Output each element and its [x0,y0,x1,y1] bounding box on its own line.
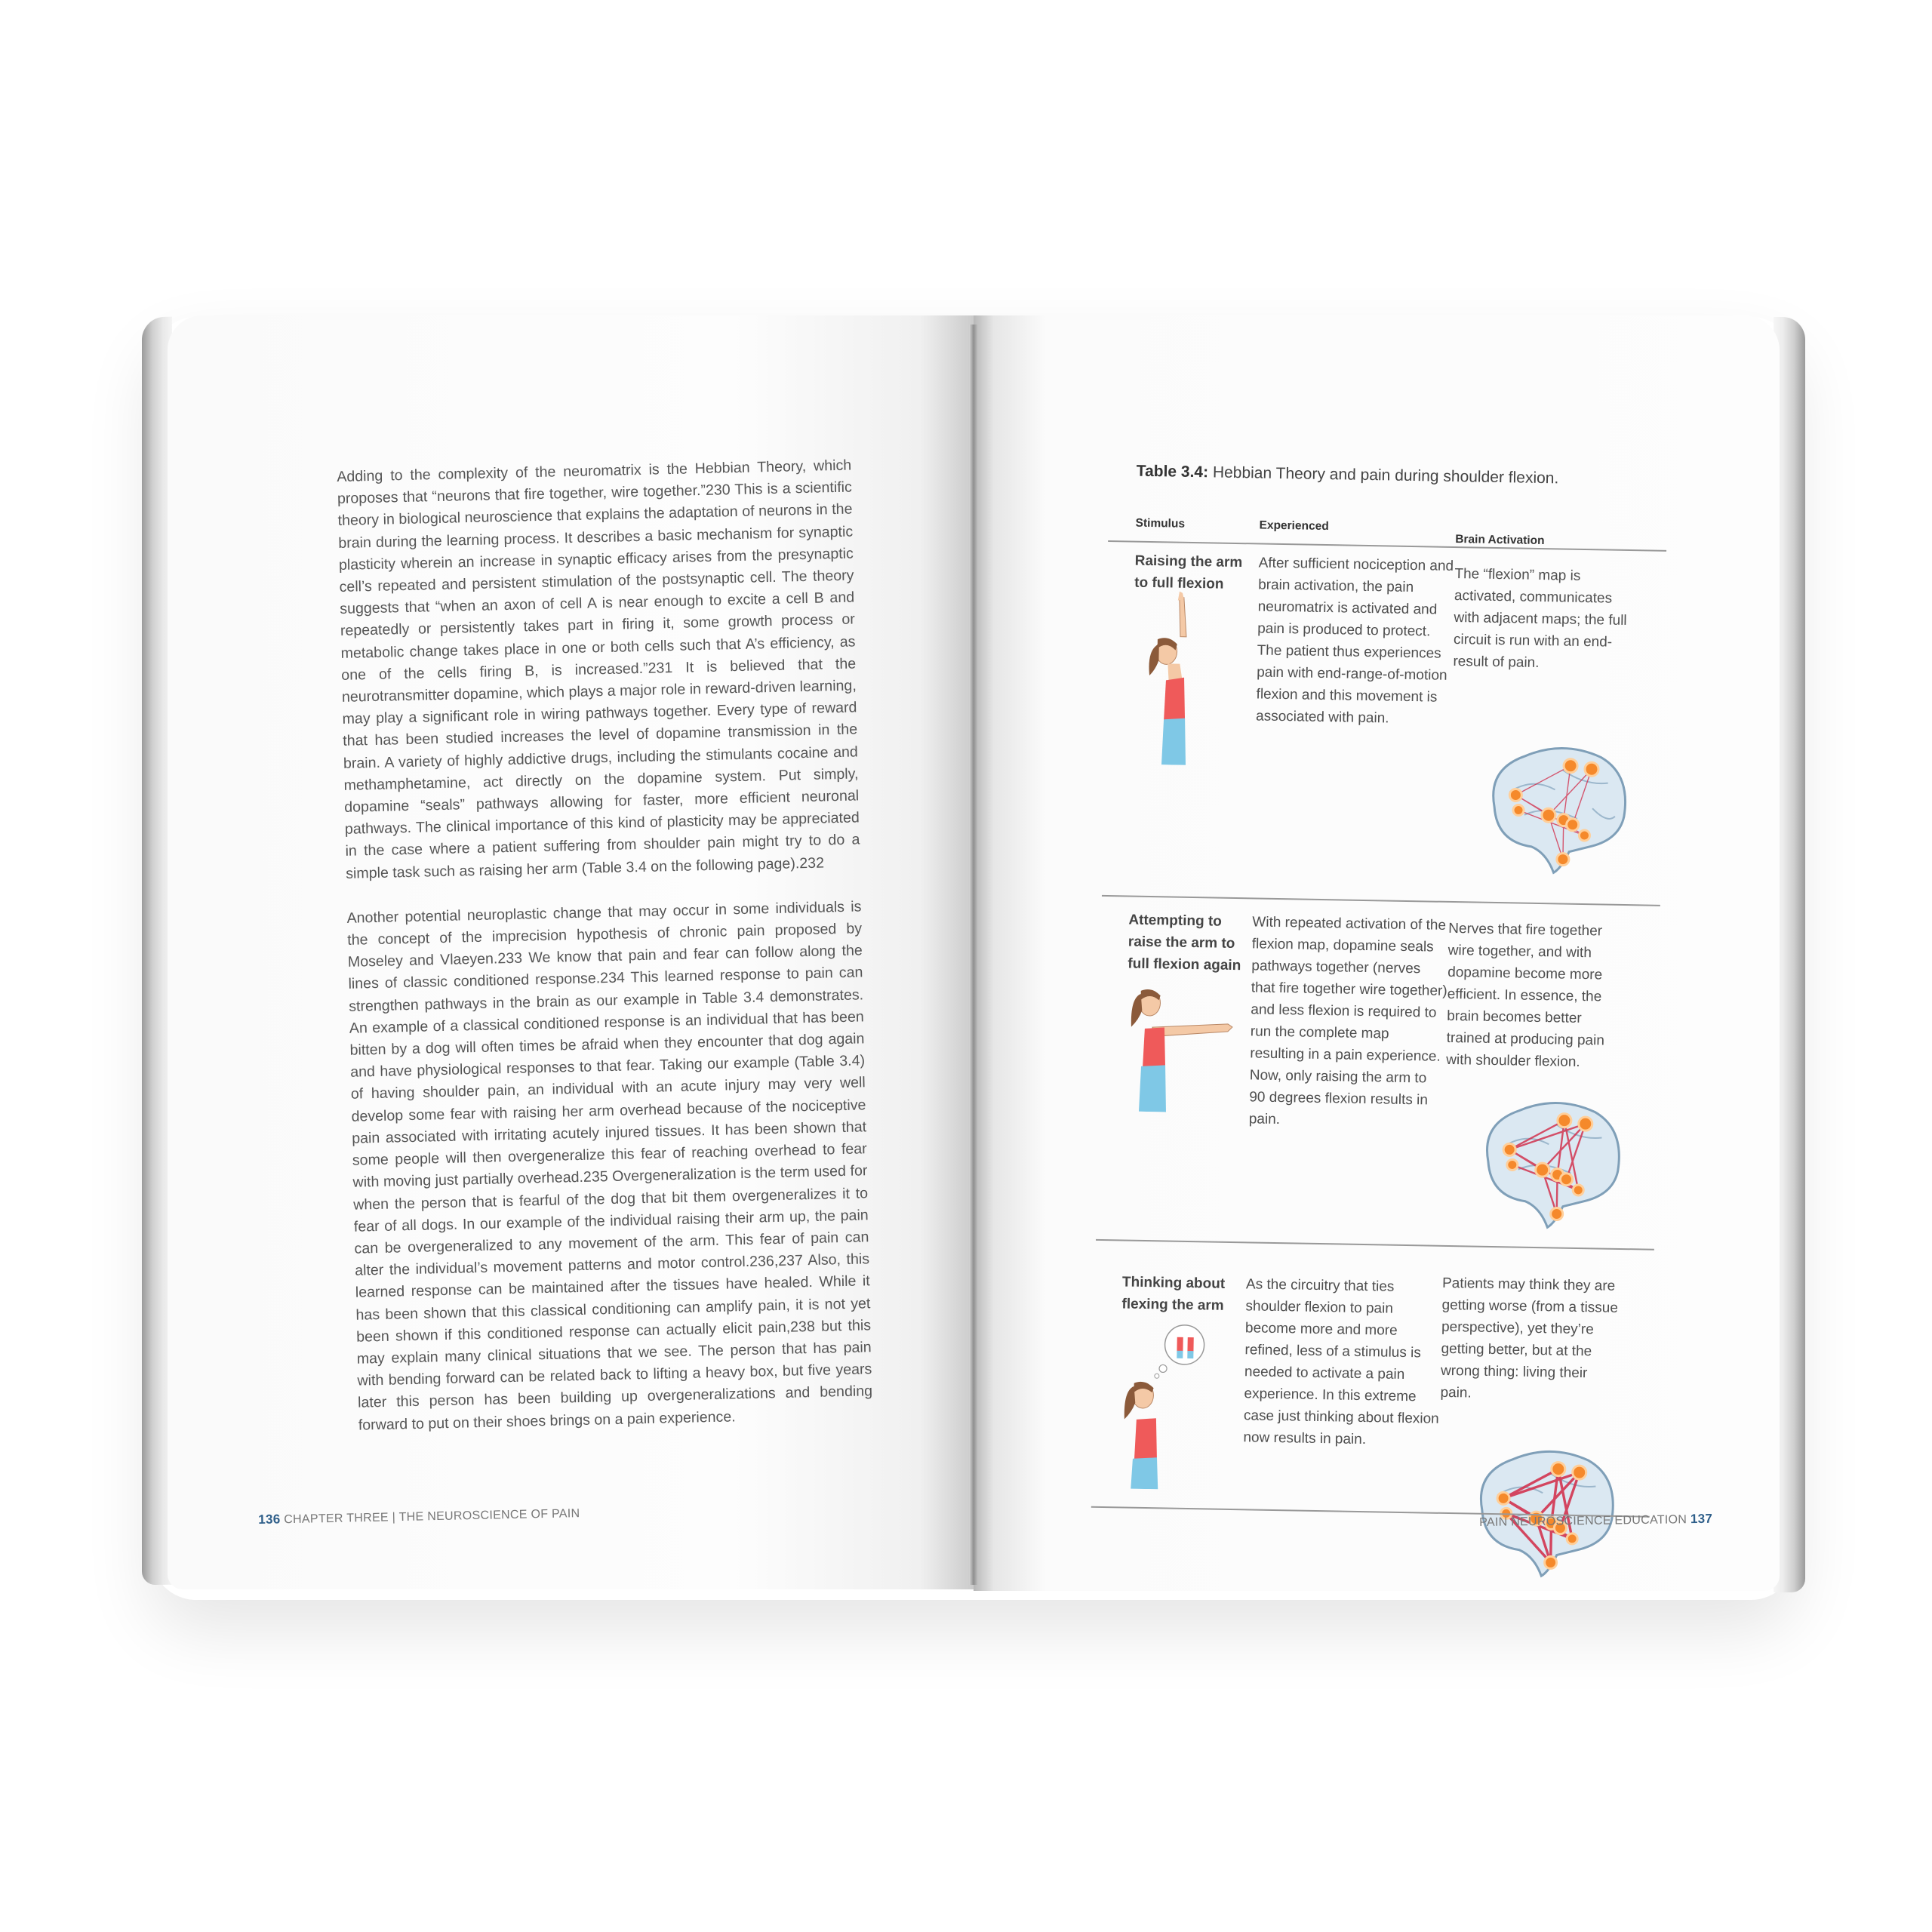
table-divider [1108,540,1666,552]
section-label: THE NEUROSCIENCE OF PAIN [398,1507,580,1524]
column-header-experienced: Experienced [1259,518,1329,534]
footer-separator: | [392,1511,396,1524]
row-1-brain-activation: The “flexion” map is activated, communicates with adjacent maps; the full circuit is run with an end-result of pain. [1453,566,1627,671]
row-divider-1 [1102,895,1660,906]
left-page-body [337,455,874,1460]
row-divider-2 [1096,1239,1654,1251]
row-2-stimulus: Attempting to raise the arm to full flexion again [1128,912,1241,974]
woman-arm-raised-figure [1134,591,1220,766]
chapter-label: CHAPTER THREE [284,1511,389,1527]
brain-activation-3 [1466,1441,1619,1580]
paragraph-hebbian: Adding to the complexity of the neuromatrix is the Hebbian Theory, which proposes that “neurons that fire together, wire together.”230 This is a scientific theory in biological neuroscience that explains the adaptation of neurons in the brain during the learning process. It describes a basic mechanism for synaptic plasticity wherein an increase in synaptic efficacy arises from the presynaptic cell’s repeated and persistent stimulation of the postsynaptic cell. The theory suggests that “when an axon of cell A is near enough to excite a cell B and repeatedly or persistently takes part in firing it, some growth process or metabolic change takes place in one or both cells such that A’s efficiency, as one of the cells firing B, is increased.”231 It is believed that the neurotransmitter dopamine, which plays a major role in reward-driven learning, may play a significant role in wiring pathways together. Every type of reward that has been studied increases the level of dopamine transmission in the brain. A variety of highly addictive drugs, including the stimulants cocaine and methamphetamine, act directly on the dopamine system. Put simply, dopamine “seals” pathways allowing for faster, more efficient neuronal pathways. The clinical importance of this kind of plasticity may be appreciated in the case where a patient suffering from shoulder pain might try to do a simple task such as raising her arm (Table 3.4 on the following page).232 [337,457,860,882]
table-caption-text: Hebbian Theory and pain during shoulder flexion. [1212,463,1559,488]
paragraph-imprecision: Another potential neuroplastic change that may occur in some individuals is the concept of the imprecision hypothesis of chronic pain proposed by Moseley and Vlaeyen.233 We know that pain and fear can follow along the lines of classic conditioned response.234 This learned response to pain can strengthen pathways in the brain as our example in Table 3.4 demonstrates. An example of a classical conditioned response is an individual that has been bitten by a dog will often times be afraid when they encounter that dog again and have physiological responses to that fear. Taking our example (Table 3.4) of having shoulder pain, an individual with an acute injury may very well develop some fear with raising her arm overhead because of the nociceptive pain associated with irritating acutely injured tissues. It has been shown that some people will then overgeneralize this fear of reaching overhead to fear with moving just partially overhead.235 Overgeneralization is the term used for when the person that is fearful of the dog that bit them overgeneralizes it to fear of all dogs. In our example of the individual raising their arm up, the pain can be overgeneralized to any movement of the arm. This fear of pain can alter the individual’s movement patterns and motor control.236,237 Also, this learned response can be maintained after the tissues have healed. While it has been shown that this classical conditioning can amplify pain, it is not yet been shown if this conditioned response can actually elicit pain,238 but this may explain many clinical situations that we see. The person that has pain with bending forward can be related back to lifting a heavy box, but five years later this person has been building up overgeneralizations and bending forward to put on their shoes brings on a pain experience. [346,898,873,1434]
column-header-stimulus: Stimulus [1135,516,1186,531]
row-1-stimulus: Raising the arm to full flexion [1134,552,1243,592]
hebbian-table [1091,462,1660,1528]
table-caption-label: Table 3.4: [1136,462,1209,481]
woman-thinking-figure [1114,1322,1208,1490]
brain-activation-2 [1472,1094,1625,1232]
brain-activation-1 [1478,739,1632,877]
page-number: 136 [258,1512,281,1527]
column-header-brain-activation: Brain Activation [1455,533,1545,548]
woman-arm-forward-figure [1121,983,1236,1113]
row-2-brain-activation: Nerves that fire together wire together, and with dopamine become more efficient. In essence, the brain becomes better trained at producing pain with shoulder flexion. [1446,920,1605,1071]
row-2-experienced: With repeated activation of the flexion map, dopamine seals pathways together (nerves that fire together wire together) and less flexion is required to run the complete map resulting in a pain experience. Now, only raising the arm to 90 degrees flexion results in pain. [1248,914,1447,1128]
row-1-experienced: After sufficient nociception and brain activation, the pain neuromatrix is activated and pain is produced to protect. The patient thus experiences pain with end-range-of-motion flexion and this movement is associated with pain. [1255,555,1454,727]
row-3-experienced: As the circuitry that ties shoulder flexion to pain become more and more refined, less of a stimulus is needed to activate a pain experience. In this extreme case just thinking about flexion now results in pain. [1243,1276,1439,1448]
row-3-stimulus: Thinking about flexing the arm [1121,1274,1226,1314]
row-3-brain-activation: Patients may think they are getting worse (from a tissue perspective), yet they’re getting better, but at the wrong thing: living their pain. [1440,1275,1619,1401]
page-number: 137 [1690,1511,1713,1527]
section-label: PAIN NEUROSCIENCE EDUCATION [1479,1513,1687,1529]
book-spine-gutter [969,325,978,1585]
